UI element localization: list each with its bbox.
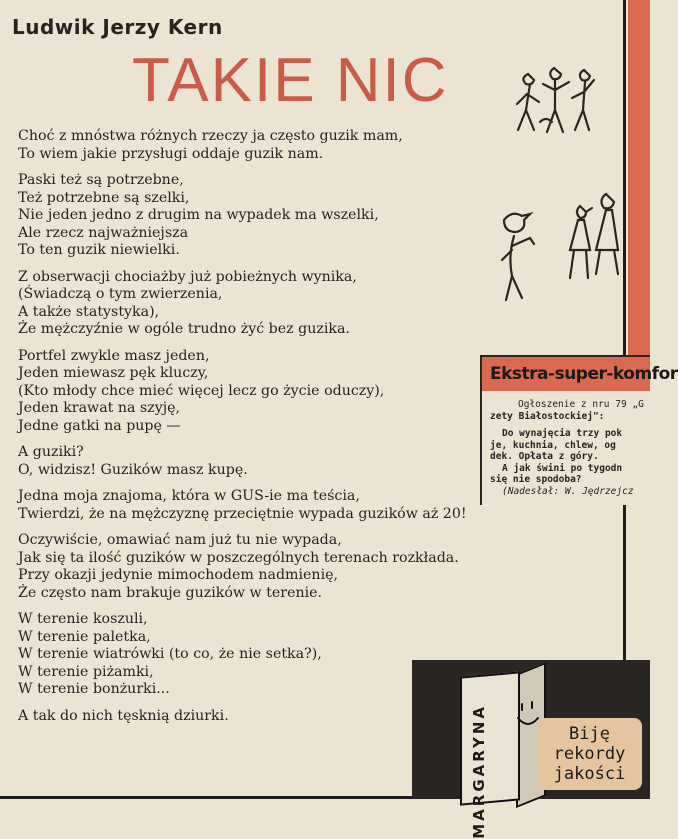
ad-slogan [537, 718, 642, 790]
poem-line: Też potrzebne są szelki, [18, 189, 190, 206]
poem-stanza [18, 444, 467, 479]
sidebar-comment-line: się nie spodoba? [490, 474, 582, 485]
poem-line: Portfel zwykle masz jeden, [18, 347, 210, 364]
poem-stanza [18, 128, 467, 163]
article-author: Ludwik Jerzy Kern [12, 15, 223, 39]
poem-line: Choć z mnóstwa różnych rzeczy ja często guzik mam, [18, 128, 403, 144]
sidebar-body-line: Do wynajęcia trzy pok [502, 428, 623, 439]
sidebar-body-line: dek. Opłata z góry. [490, 451, 599, 462]
poem-stanza [18, 708, 467, 726]
poem [18, 128, 467, 734]
poem-stanza [18, 348, 467, 436]
poem-stanza [18, 532, 467, 602]
poem-line: Oczywiście, omawiać nam już tu nie wypada, [18, 532, 342, 548]
sidebar-box-body [482, 391, 650, 497]
poem-line: Że często nam brakuje guzików w terenie. [18, 584, 323, 601]
poem-line: Jedne gatki na pupę — [18, 417, 181, 434]
poem-stanza [18, 269, 467, 339]
poem-line: Jedna moja znajoma, która w GUS-ie ma teścia, [18, 488, 360, 504]
article-title: TAKIE NIC [132, 46, 449, 115]
sidebar-box [480, 355, 678, 505]
poem-line: Że mężczyźnie w ogóle trudno żyć bez guzika. [18, 321, 350, 337]
poem-line: (Świadczą o tym zwierzenia, [18, 286, 223, 302]
poem-line: A guziki? [18, 444, 84, 460]
ad-brand: MARGARYNA [470, 704, 488, 839]
poem-line: W terenie paletka, [18, 628, 151, 645]
poem-line: W terenie koszuli, [18, 611, 148, 627]
pack-front [460, 671, 520, 805]
poem-line: Nie jeden jedno z drugim na wypadek ma wszelki, [18, 207, 379, 223]
red-accent-strip [628, 0, 650, 360]
sidebar-intro-line: Ogłoszenie z nru 79 „G [518, 399, 644, 410]
ad-slogan-line: Biję [569, 724, 610, 744]
sidebar-box-heading: Ekstra-super-komfor [482, 357, 650, 391]
poem-line: Twierdzi, że na mężczyznę przeciętnie wypada guzików aż 20! [18, 505, 467, 522]
sidebar-intro-line: zety Białostockiej": [490, 410, 605, 422]
cartoon-figures-icon [490, 190, 625, 310]
poem-stanza [18, 611, 467, 699]
margarine-advert [412, 660, 650, 839]
poem-line: Jeden miewasz pęk kluczy, [18, 365, 209, 381]
sidebar-body-line: je, kuchnia, chlew, og [490, 439, 616, 451]
poem-stanza [18, 172, 467, 260]
poem-line: Z obserwacji chociażby już pobieżnych wynika, [18, 268, 357, 285]
poem-line: (Kto młody chce mieć więcej lecz go życie oduczy), [18, 382, 385, 399]
sidebar-comment-line: A jak świni po tygodn [502, 462, 623, 474]
poem-line: Jeden krawat na szyję, [18, 400, 181, 416]
poem-stanza [18, 488, 467, 523]
poem-line: Ale rzecz najważniejsza [18, 224, 189, 241]
poem-line: A tak do nich tęsknią dziurki. [18, 707, 229, 724]
poem-line: W terenie bonżurki... [18, 681, 170, 697]
poem-line: To ten guzik niewielki. [18, 242, 180, 258]
poem-line: To wiem jakie przysługi oddaje guzik nam. [18, 145, 324, 162]
ad-slogan-line: jakości [553, 764, 626, 784]
column-rule-middle [623, 505, 626, 660]
poem-line: Jak się ta ilość guzików w poszczególnych terenach rozkłada. [18, 549, 459, 566]
poem-line: W terenie piżamki, [18, 663, 154, 680]
poem-line: Przy okazji jedynie mimochodem nadmienię, [18, 567, 339, 583]
three-cartoon-figures-icon [510, 60, 610, 150]
poem-line: W terenie wiatrówki (to co, że nie setka?), [18, 646, 322, 662]
ad-slogan-line: rekordy [553, 744, 626, 764]
poem-line: A także statystyka), [18, 303, 160, 320]
sidebar-note: (Nadesłał: W. Jędrzejcz [502, 485, 634, 497]
poem-line: Paski też są potrzebne, [18, 172, 184, 188]
poem-line: O, widzisz! Guzików masz kupę. [18, 461, 248, 478]
